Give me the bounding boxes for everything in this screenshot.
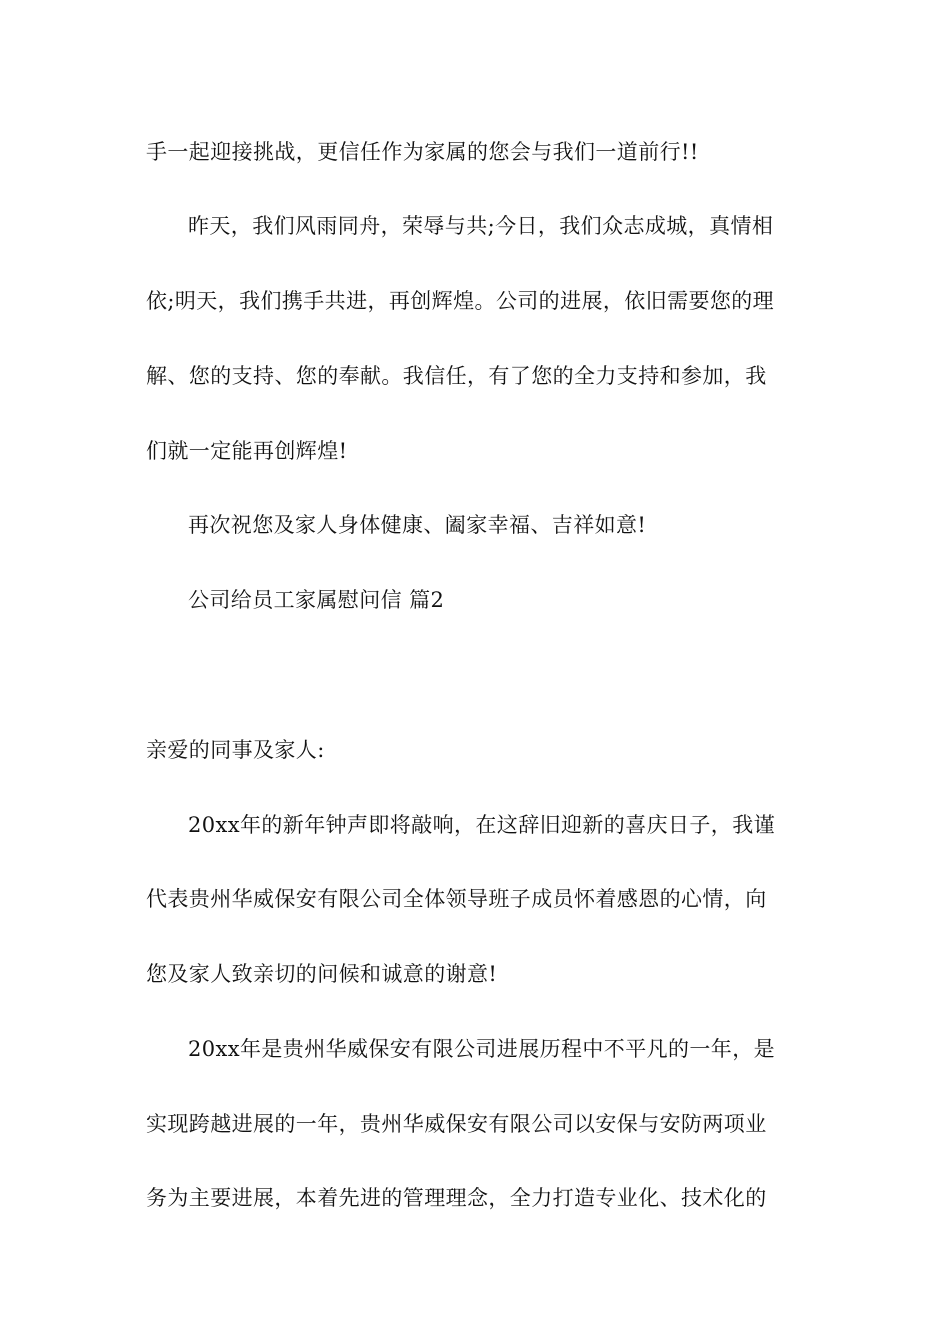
paragraph-line: 代表贵州华威保安有限公司全体领导班子成员怀着感恩的心情，向 [146, 887, 767, 911]
paragraph-line: 实现跨越进展的一年，贵州华威保安有限公司以安保与安防两项业 [146, 1112, 767, 1136]
paragraph-line: 20xx年的新年钟声即将敲响，在这辞旧迎新的喜庆日子，我谨 [188, 813, 776, 837]
paragraph-line: 手一起迎接挑战，更信任作为家属的您会与我们一道前行!! [146, 140, 699, 164]
paragraph-line: 解、您的支持、您的奉献。我信任，有了您的全力支持和参加，我 [146, 364, 767, 388]
paragraph-line: 昨天，我们风雨同舟，荣辱与共;今日，我们众志成城，真情相 [188, 214, 774, 238]
paragraph-line: 们就一定能再创辉煌! [146, 439, 348, 463]
paragraph-line: 务为主要进展，本着先进的管理理念，全力打造专业化、技术化的 [146, 1186, 767, 1210]
salutation: 亲爱的同事及家人: [146, 738, 325, 762]
paragraph-line: 您及家人致亲切的问候和诚意的谢意! [146, 962, 498, 986]
paragraph-line: 再次祝您及家人身体健康、阖家幸福、吉祥如意! [188, 513, 647, 537]
section-heading: 公司给员工家属慰问信 篇2 [188, 588, 445, 612]
paragraph-line: 依;明天，我们携手共进，再创辉煌。公司的进展，依旧需要您的理 [146, 289, 775, 313]
paragraph-line: 20xx年是贵州华威保安有限公司进展历程中不平凡的一年，是 [188, 1037, 776, 1061]
